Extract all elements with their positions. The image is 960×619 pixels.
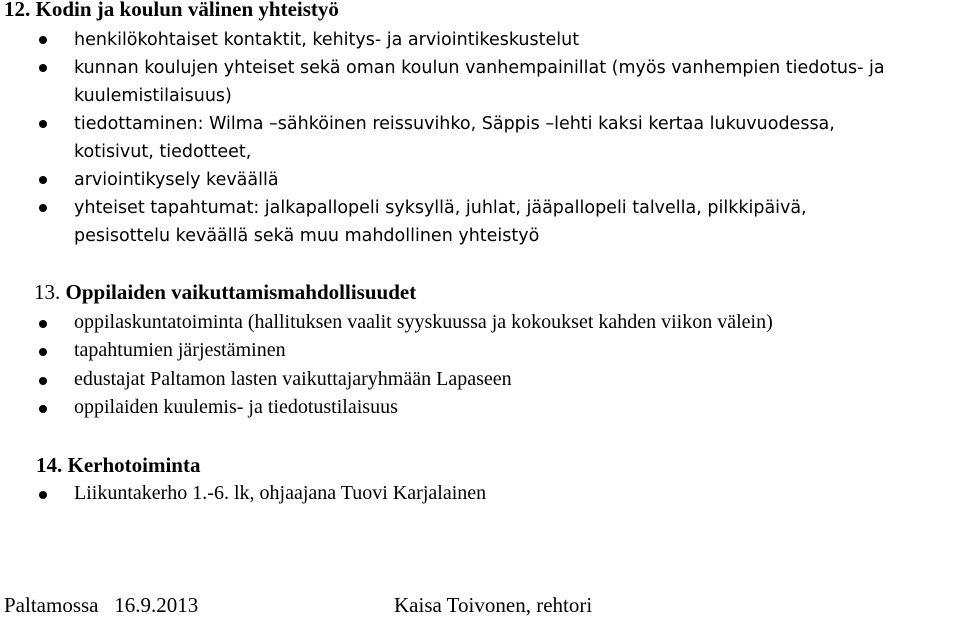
section-14-number: 14. [36,453,63,477]
footer-signature: Kaisa Toivonen, rehtori [394,593,593,617]
bullet-icon [39,64,47,72]
list-item-text: oppilaiden kuulemis- ja tiedotustilaisuus [74,396,398,418]
bullet-icon [39,320,47,328]
section-14-title: Kerhotoiminta [67,453,201,477]
list-item-text: henkilökohtaiset kontaktit, kehitys- ja arviointikeskustelut [74,30,580,50]
list-item-text-continued: kuulemistilaisuus) [74,86,232,106]
list-item-text: tiedottaminen: Wilma –sähköinen reissuvihko, Säppis –lehti kaksi kertaa lukuvuodessa, [74,114,835,134]
list-item-text: tapahtumien järjestäminen [74,339,286,361]
bullet-icon [39,405,47,413]
list-item-text: arviointikysely keväällä [74,170,279,190]
list-item-text-continued: kotisivut, tiedotteet, [74,142,252,162]
section-12-title: Kodin ja koulun välinen yhteistyö [35,0,339,21]
bullet-icon [39,36,47,44]
section-13-title: Oppilaiden vaikuttamismahdollisuudet [65,280,417,304]
bullet-icon [39,348,47,356]
list-item-text: Liikuntakerho 1.-6. lk, ohjaajana Tuovi Karjalainen [74,482,487,504]
list-item-text: oppilaskuntatoiminta (hallituksen vaalit syyskuussa ja kokoukset kahden viikon välein) [74,311,773,333]
footer-place-date: Paltamossa 16.9.2013 [4,593,199,617]
section-13-number: 13. [34,280,61,304]
section-12-number: 12. [4,0,31,21]
bullet-icon [39,120,47,128]
section-13-heading [34,278,416,306]
list-item-text-continued: pesisottelu keväällä sekä muu mahdollinen yhteistyö [74,226,540,246]
bullet-icon [39,377,47,385]
section-12-heading [4,0,339,23]
list-item-text: kunnan koulujen yhteiset sekä oman koulun vanhempainillat (myös vanhempien tiedotus- ja [74,58,885,78]
section-14-heading [36,451,200,479]
list-item-text: yhteiset tapahtumat: jalkapallopeli syksyllä, juhlat, jääpallopeli talvella, pilkkipäivä, [74,198,807,218]
list-item-text: edustajat Paltamon lasten vaikuttajaryhmään Lapaseen [74,368,512,390]
bullet-icon [39,204,47,212]
bullet-icon [39,176,47,184]
bullet-icon [39,491,47,499]
